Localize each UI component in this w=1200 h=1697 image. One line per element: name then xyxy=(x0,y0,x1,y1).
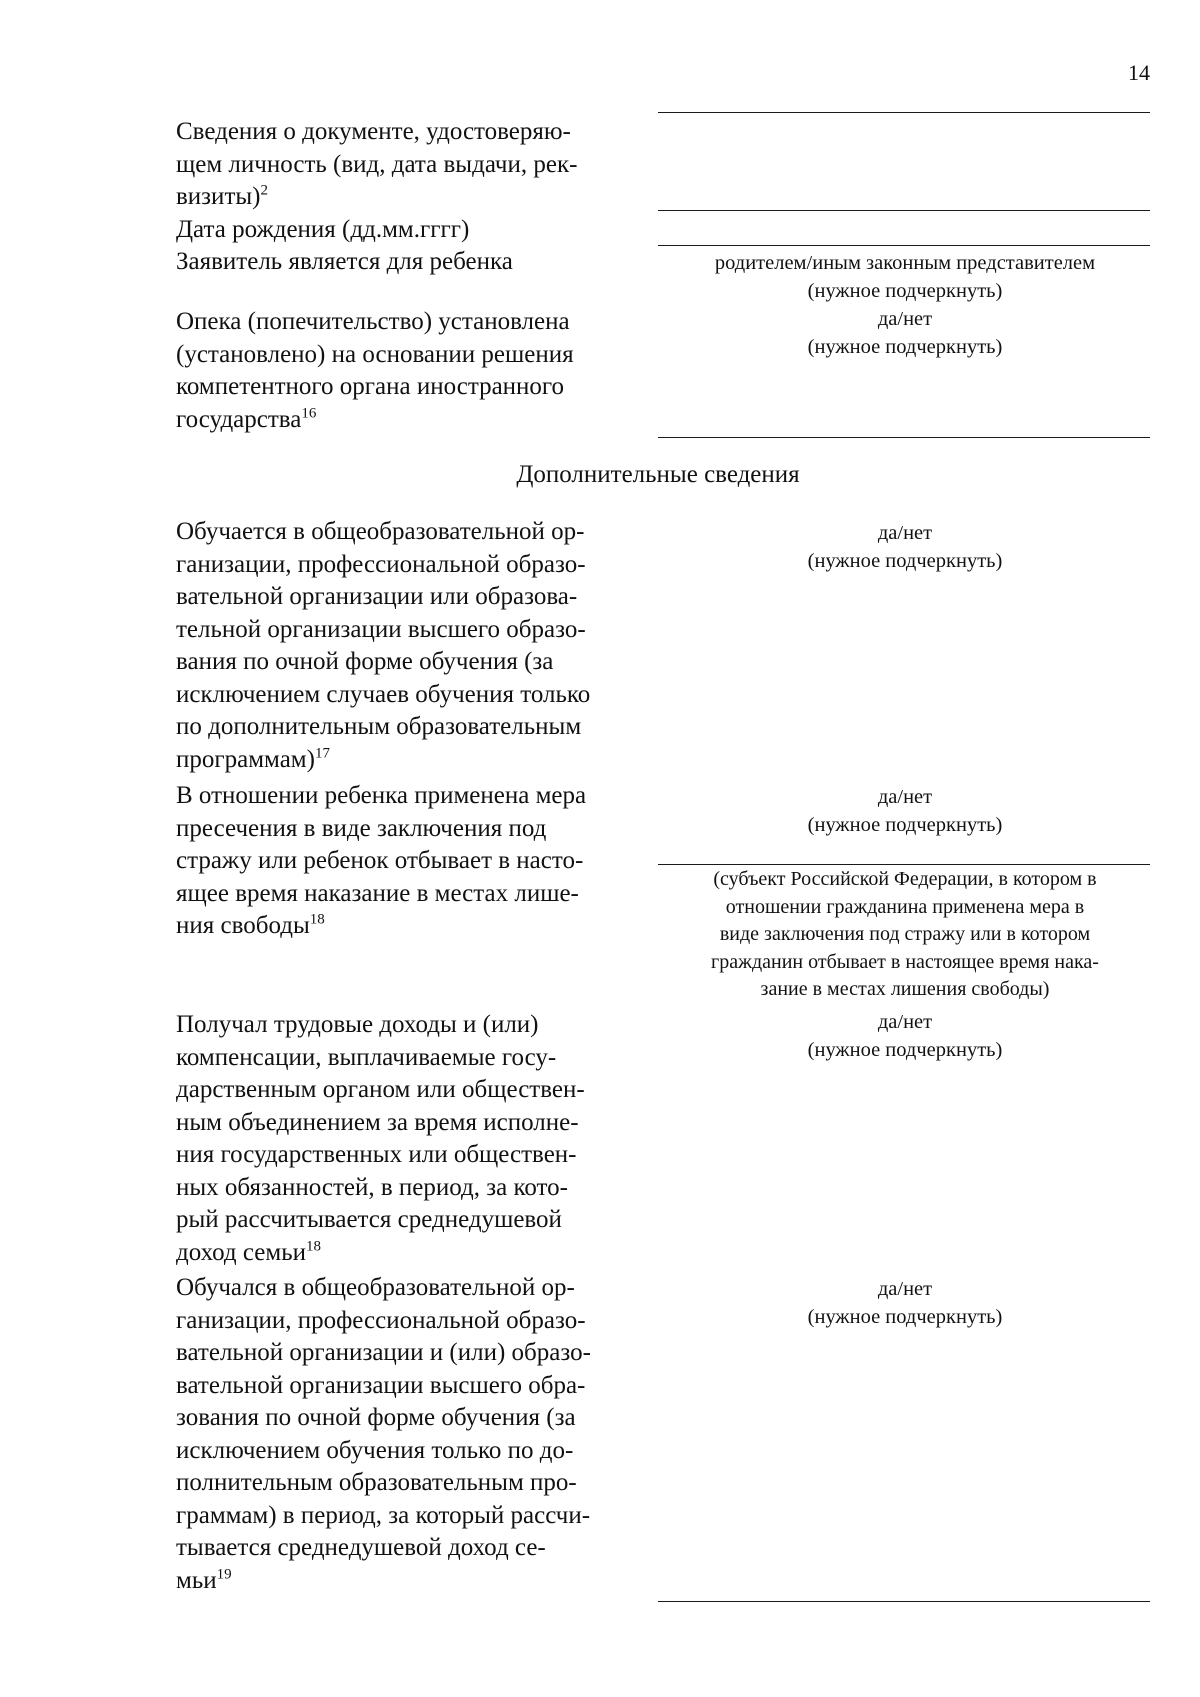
field-value-detention: да/нет (нужное подчеркнуть) xyxy=(807,786,1003,836)
field-label-guardianship xyxy=(176,306,574,436)
footnote-ref: 2 xyxy=(260,182,268,199)
footnote-ref: 16 xyxy=(301,405,317,422)
fill-line-guardianship xyxy=(658,437,1150,438)
fill-line-studied xyxy=(658,1601,1150,1602)
subject-caption: (субъект Российской Федерации, в котором в отношении гражданина применена мера в виде заключения под стражу или в котором гражданин отбывает в настоящее время нака- зание в местах лишения свободы) xyxy=(711,868,1099,1000)
field-value-studied: да/нет (нужное подчеркнуть) xyxy=(807,1278,1003,1328)
fill-line-birth-date xyxy=(658,245,1150,246)
field-value-applicant-role: родителем/иным законным представителем (нужное подчеркнуть) xyxy=(714,252,1096,302)
fill-line-document-2 xyxy=(658,210,1150,211)
field-label-text: Обучается в общеобразовательной ор- ганизации, профессиональной образо- вательной организации или образова- тельной организации высшего образо- вания по очной форме обучения (за исключением случаев обучения только по дополнительным образовательным программам) xyxy=(176,518,591,773)
footnote-ref: 19 xyxy=(216,1566,232,1583)
field-value-studying: да/нет (нужное подчеркнуть) xyxy=(807,522,1003,572)
footnote-ref: 18 xyxy=(306,1238,321,1255)
field-label-detention xyxy=(176,780,586,943)
field-label-studied xyxy=(176,1272,591,1597)
field-value-labor-income: да/нет (нужное подчеркнуть) xyxy=(807,1011,1003,1061)
field-label-text: Опека (попечительство) установлена (установлено) на основании решения компетентного органа иностранного государства xyxy=(176,308,574,433)
field-label-birth-date: Дата рождения (дд.мм.гггг) xyxy=(176,216,470,243)
field-label-text: Обучался в общеобразовательной ор- ганизации, профессиональной образо- вательной организации и (или) образо- вательной организации высшего обра- зования по очной форме обучения (за исключением обучения только по до- полнительным образовательным про- граммам) в период, за который рассчи- тывается среднедушевой доход се- мьи xyxy=(176,1274,591,1594)
footnote-ref: 17 xyxy=(314,745,330,762)
page-number: 14 xyxy=(1128,60,1150,85)
fill-line-subject xyxy=(658,864,1150,865)
field-label-identity-document xyxy=(176,116,577,214)
section-heading: Дополнительные сведения xyxy=(516,461,800,488)
field-label-text: В отношении ребенка применена мера пресечения в виде заключения под стражу или ребенок отбывает в насто- ящее время наказание в местах лише- ния свободы xyxy=(176,782,587,939)
field-label-text: Получал трудовые доходы и (или) компенсации, выплачиваемые госу- дарственным органом или обществен- ным объединением за время исполне- ния государственных или обществен- ных обязанностей, в период, за кото- рый рассчитывается среднедушевой доход семьи xyxy=(176,1011,585,1266)
field-label-labor-income xyxy=(176,1009,585,1269)
footnote-ref: 18 xyxy=(309,911,325,928)
field-label-applicant-role: Заявитель является для ребенка xyxy=(176,248,513,275)
field-value-guardianship: да/нет (нужное подчеркнуть) xyxy=(807,308,1003,358)
field-label-text: Сведения о документе, удостоверяю- щем личность (вид, дата выдачи, рек- визиты) xyxy=(176,118,578,210)
fill-line-document-1 xyxy=(658,112,1150,113)
field-label-studying xyxy=(176,516,590,776)
